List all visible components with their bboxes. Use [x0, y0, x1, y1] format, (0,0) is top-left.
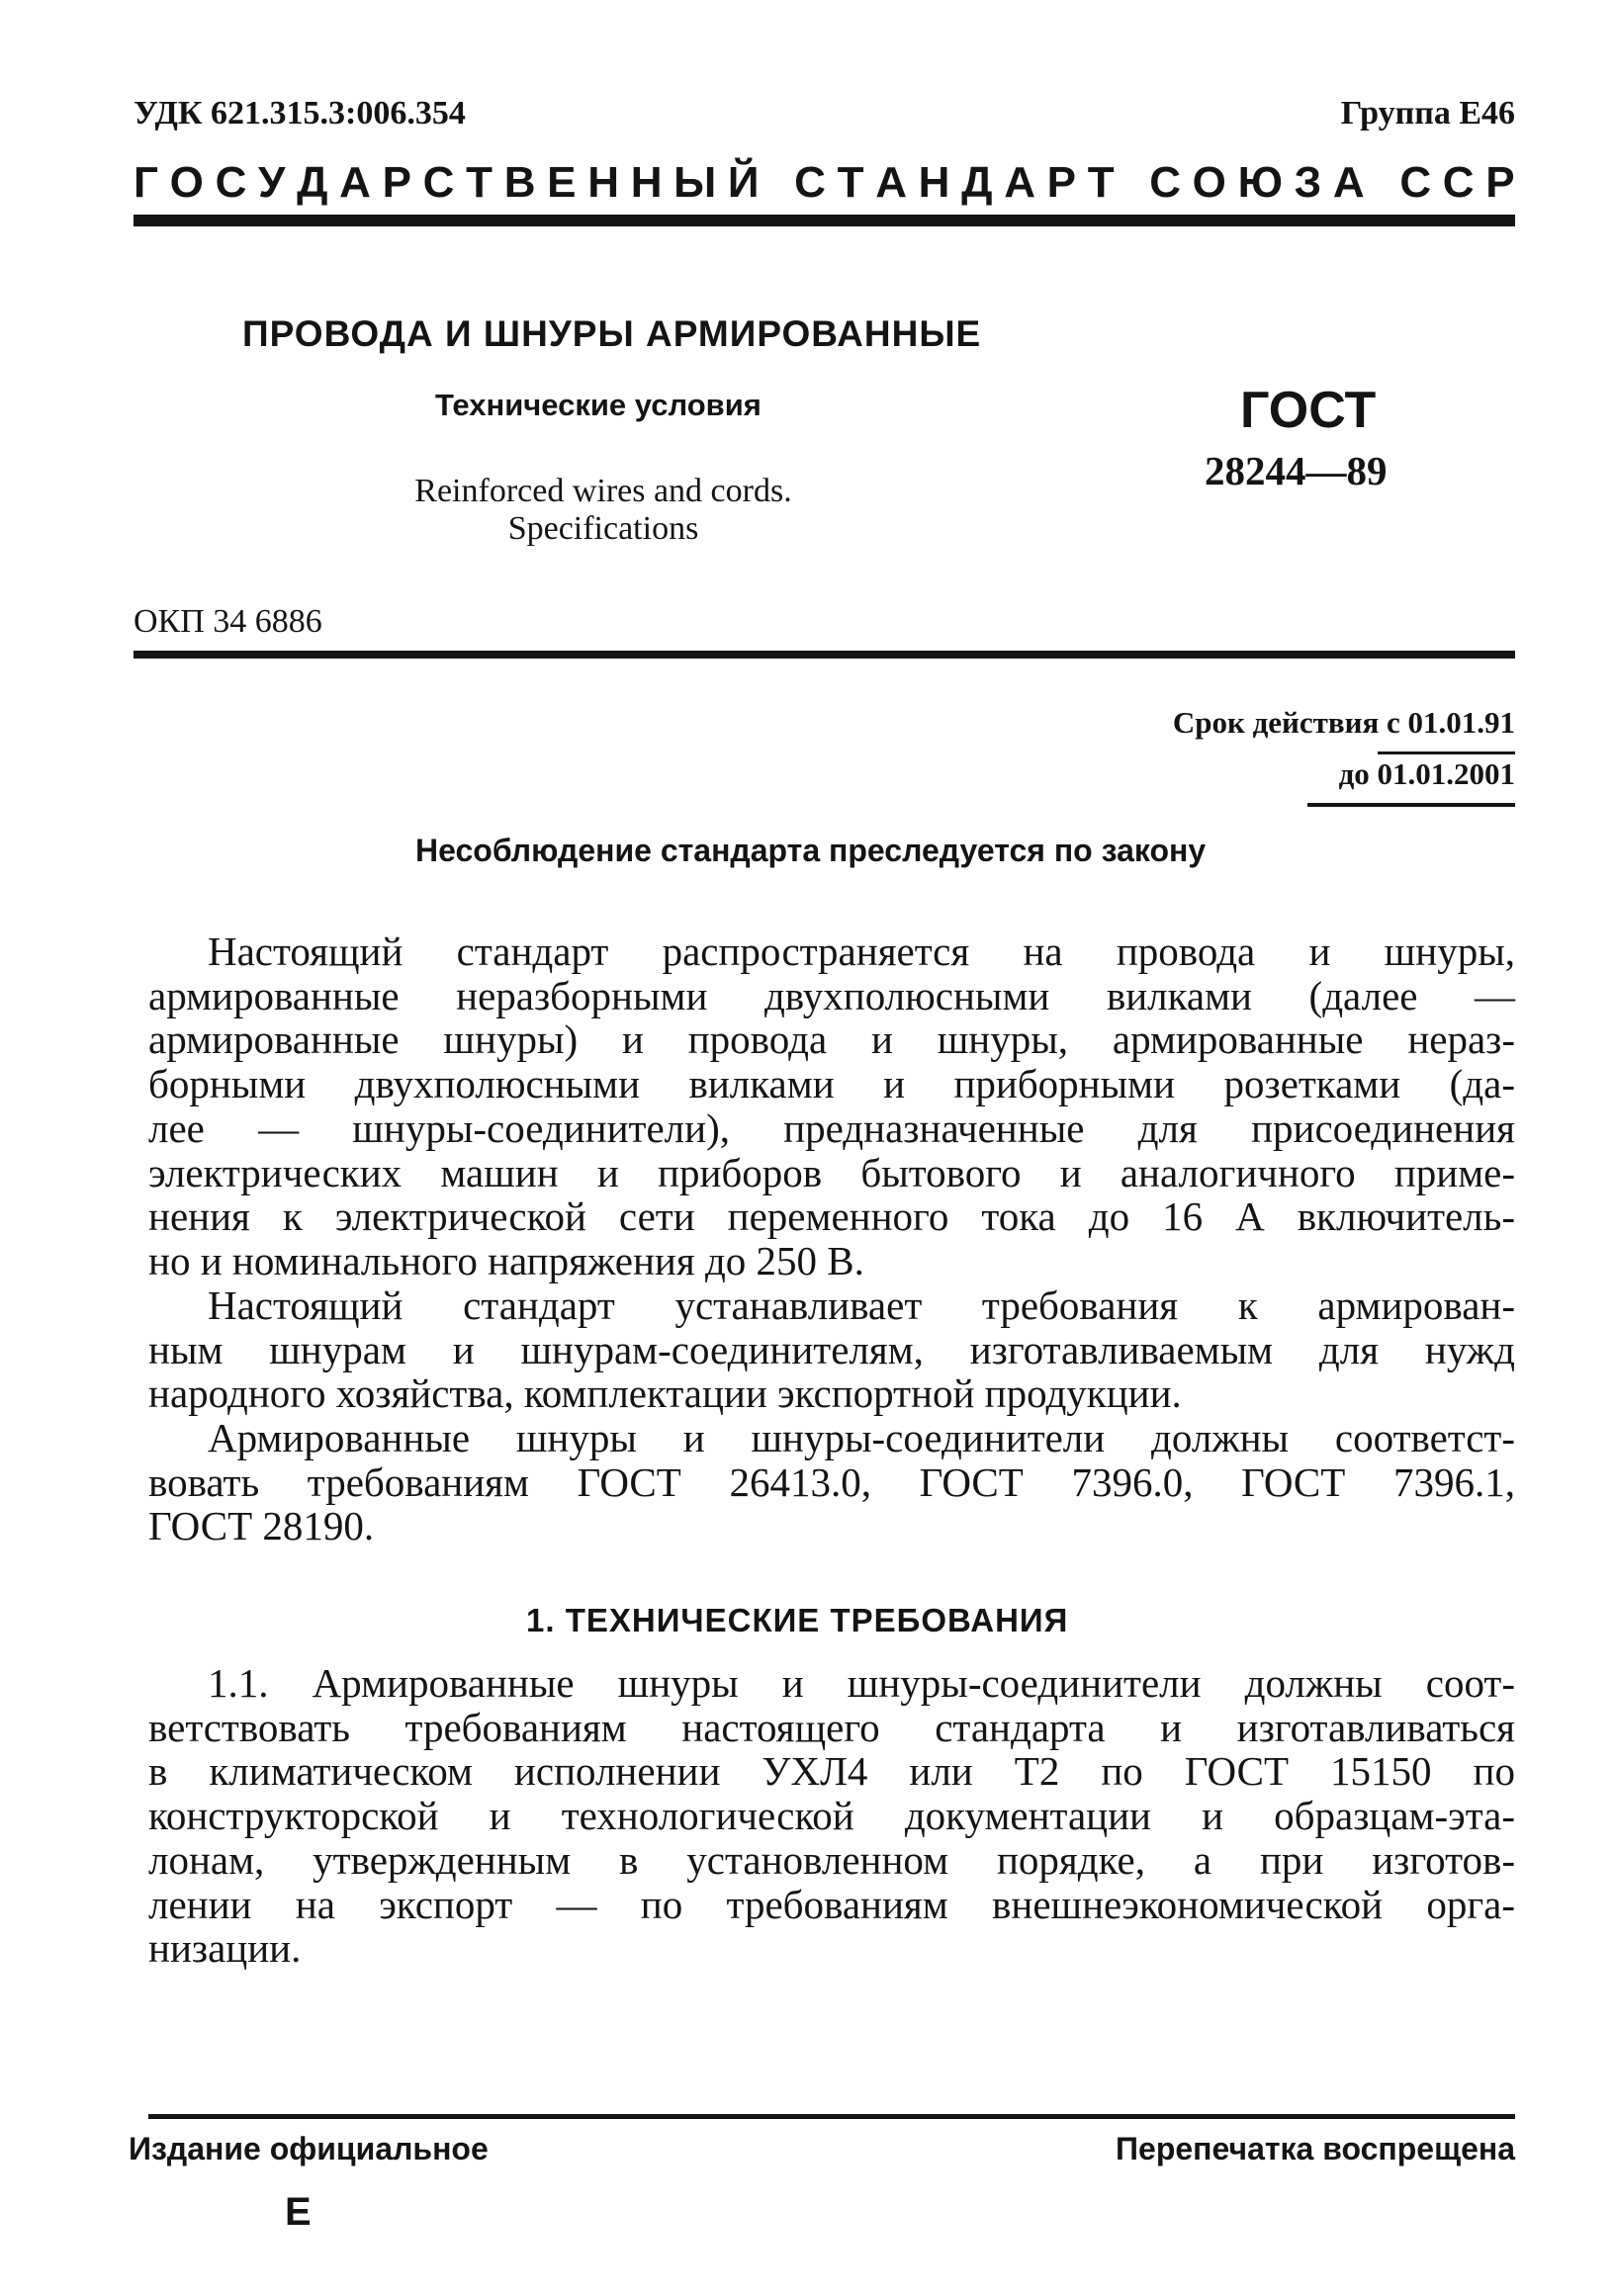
standard-title-letter: Ю [1237, 158, 1283, 207]
validity-from-date: 01.01.91 [1407, 705, 1515, 740]
okp-code: ОКП 34 6886 [134, 603, 322, 640]
validity-to [1339, 756, 1515, 792]
middle-rule [134, 651, 1515, 659]
group-code: Группа Е46 [1340, 95, 1515, 132]
document-subtitle: Технические условия [435, 388, 762, 422]
validity-from [1173, 705, 1515, 741]
standard-title-letter: В [503, 158, 536, 207]
validity-to-label: до [1338, 756, 1370, 791]
standard-title-letter: А [339, 158, 371, 207]
paragraph-line: но и номинального напряжения до 250 В. [148, 1237, 864, 1283]
paragraph-line: электрических машин и приборов бытового и аналогичного приме- [148, 1149, 1515, 1195]
paragraph-line: нения к электрической сети переменного тока до 16 А включитель- [148, 1193, 1515, 1240]
top-rule [134, 215, 1515, 226]
paragraph-requirements [148, 1283, 1515, 1416]
state-standard-title [134, 158, 1515, 208]
standard-title-letter: Т [837, 158, 864, 207]
paragraph-line: Армированные шнуры и шнуры-соединители должны соответст- [208, 1415, 1515, 1460]
standard-title-letter [1376, 158, 1388, 208]
standard-title-letter: А [1332, 158, 1365, 207]
standard-title-letter: Е [547, 158, 577, 207]
validity-from-label: Срок действия с [1172, 705, 1400, 740]
law-notice: Несоблюдение стандарта преследуется по закону [415, 833, 1207, 868]
paragraph-line: в климатическом исполнении УХЛ4 или Т2 по ГОСТ 15150 по [148, 1748, 1515, 1795]
paragraph-line: ветствовать требованиям настоящего стандарта и изготавливаться [148, 1704, 1515, 1750]
standard-title-letter: Г [134, 158, 158, 207]
validity-rule [1307, 803, 1515, 807]
reprint-notice: Перепечатка воспрещена [1116, 2131, 1515, 2166]
standard-title-letter: Р [1046, 158, 1077, 207]
english-title [356, 473, 851, 548]
standard-title-letter: Т [466, 158, 493, 207]
gost-number: 28244—89 [1205, 448, 1388, 493]
standard-title-letter: Й [727, 158, 760, 207]
paragraph-1-1 [148, 1661, 1515, 1971]
paragraph-line: лее — шнуры-соединители), предназначенные для присоединения [148, 1104, 1515, 1151]
bottom-rule [148, 2114, 1515, 2119]
standard-title-letter [770, 158, 782, 208]
udk-code: УДК 621.315.3:006.354 [134, 95, 466, 132]
paragraph-line: армированные неразборными двухполюсными вилками (далее — [148, 972, 1515, 1018]
paragraph-line: 1.1. Армированные шнуры и шнуры-соединители должны соот- [208, 1660, 1515, 1706]
standard-title-letter: А [875, 158, 907, 207]
validity-to-date: 01.01.2001 [1378, 751, 1516, 791]
paragraph-line: конструкторской и технологической документации и образцам-эта- [148, 1793, 1515, 1839]
standard-title-letter: С [1149, 158, 1181, 207]
paragraph-line: борными двухполюсными вилками и приборными розетками (да- [148, 1061, 1515, 1107]
paragraph-line: ным шнурам и шнурам-соединителям, изготавливаемым для нужд [148, 1326, 1515, 1372]
standard-title-letter: А [1004, 158, 1035, 207]
standard-title-letter: Д [297, 158, 328, 207]
standard-title-letter: Р [1485, 158, 1515, 207]
paragraph-scope [148, 929, 1515, 1283]
standard-title-letter: Ы [673, 158, 717, 207]
section-heading: 1. ТЕХНИЧЕСКИЕ ТРЕБОВАНИЯ [526, 1602, 1069, 1638]
paragraph-line: Настоящий стандарт распространяется на провода и шнуры, [208, 928, 1515, 974]
english-title-line-1: Reinforced wires and cords. [414, 473, 792, 509]
standard-title-letter: У [258, 158, 286, 207]
standard-title-letter: О [169, 158, 204, 207]
standard-title-letter: С [215, 158, 247, 207]
paragraph-line: народного хозяйства, комплектации экспортной продукции. [148, 1370, 1182, 1417]
standard-title-letter: О [1192, 158, 1226, 207]
paragraph-line: армированные шнуры) и провода и шнуры, армированные нераз- [148, 1016, 1515, 1063]
paragraph-line: лонам, утвержденным в установленном порядке, а при изготов- [148, 1836, 1515, 1883]
standard-title-letter: З [1294, 158, 1322, 207]
paragraph-line: Настоящий стандарт устанавливает требования к армирован- [208, 1282, 1515, 1328]
gost-label: ГОСТ [1240, 382, 1377, 439]
standard-title-letter: С [422, 158, 455, 207]
document-title: ПРОВОДА И ШНУРЫ АРМИРОВАННЫЕ [242, 313, 982, 354]
standard-title-letter: Т [1087, 158, 1115, 207]
standard-title-letter: С [1399, 158, 1432, 207]
edition-notice: Издание официальное [129, 2131, 489, 2166]
standard-title-letter: Н [630, 158, 663, 207]
standard-title-letter: Р [382, 158, 411, 207]
standard-title-letter [1125, 158, 1137, 208]
standard-title-letter: Н [587, 158, 619, 207]
paragraph-line: вовать требованиям ГОСТ 26413.0, ГОСТ 7396.0, ГОСТ 7396.1, [148, 1458, 1515, 1505]
paragraph-line: лении на экспорт — по требованиям внешнеэкономической орга- [148, 1881, 1515, 1927]
standard-title-letter: Н [918, 158, 950, 207]
paragraph-line: ГОСТ 28190. [148, 1503, 375, 1549]
english-title-line-2: Specifications [507, 510, 699, 547]
standard-title-letter: Д [961, 158, 993, 207]
paragraph-compliance [148, 1416, 1515, 1548]
paragraph-line: низации. [148, 1925, 302, 1972]
standard-title-letter: С [1442, 158, 1475, 207]
standard-title-letter: С [794, 158, 826, 207]
edition-letter: Е [285, 2190, 312, 2234]
